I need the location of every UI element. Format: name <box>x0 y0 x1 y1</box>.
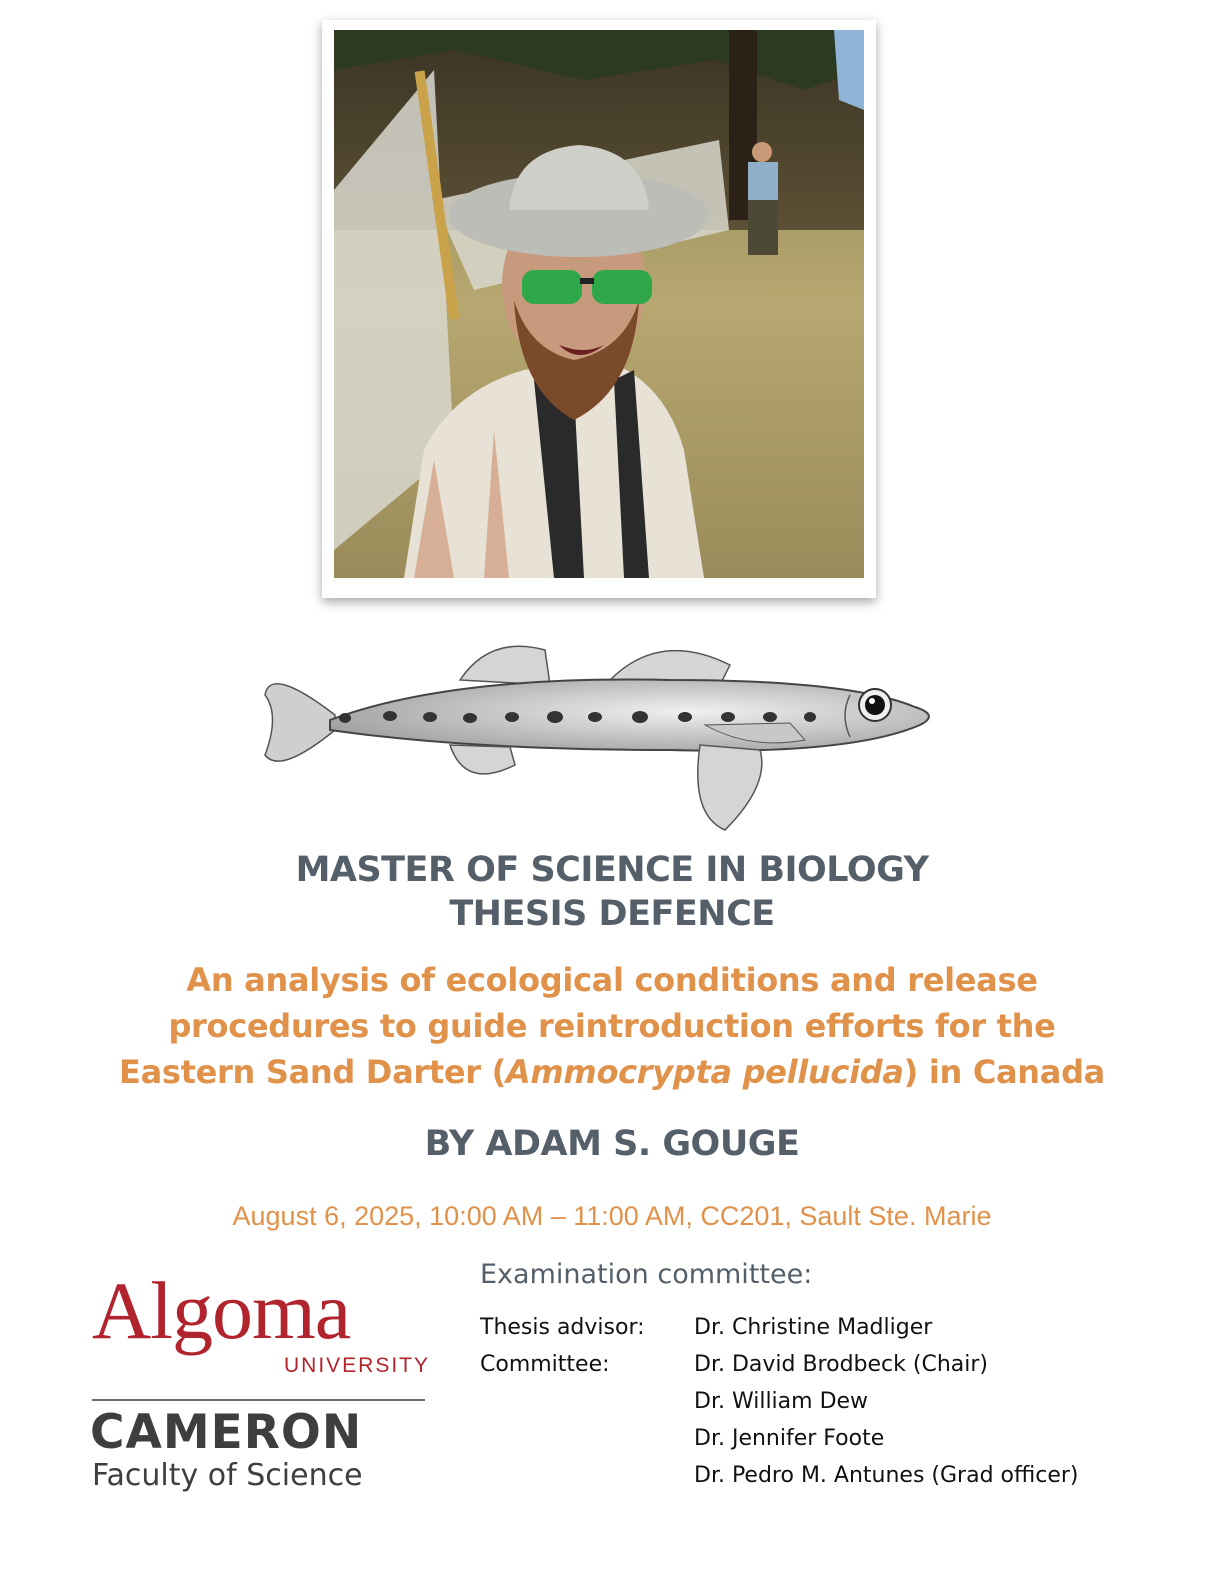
title-line-1: An analysis of ecological conditions and release <box>186 961 1038 999</box>
thesis-title <box>0 957 1224 1095</box>
faculty-of-science-label: Faculty of Science <box>92 1458 363 1493</box>
committee-heading: Examination committee: <box>480 1259 813 1290</box>
committee-member: Dr. Christine Madliger <box>694 1315 933 1340</box>
title-line-3-suffix: ) in Canada <box>903 1053 1105 1091</box>
algoma-wordmark: Algoma <box>92 1265 351 1356</box>
author-name: BY ADAM S. GOUGE <box>424 1124 800 1164</box>
committee-role: Committee: <box>480 1352 610 1377</box>
title-line-3 <box>0 1049 1224 1095</box>
logo-divider <box>92 1399 425 1401</box>
committee-member: Dr. Jennifer Foote <box>694 1426 885 1451</box>
title-line-2: procedures to guide reintroduction efforts for the <box>168 1007 1056 1045</box>
degree-line-1: MASTER OF SCIENCE IN BIOLOGY <box>295 850 929 890</box>
degree-heading <box>0 848 1224 936</box>
title-line-3-prefix: Eastern Sand Darter ( <box>119 1053 506 1091</box>
sand-darter-illustration <box>250 625 950 845</box>
species-name: Ammocrypta pellucida <box>505 1053 904 1091</box>
algoma-university-label: UNIVERSITY <box>284 1354 431 1377</box>
degree-line-2: THESIS DEFENCE <box>449 894 775 934</box>
cameron-wordmark: CAMERON <box>90 1405 363 1460</box>
event-details: August 6, 2025, 10:00 AM – 11:00 AM, CC201, Sault Ste. Marie <box>232 1201 992 1231</box>
committee-member: Dr. Pedro M. Antunes (Grad officer) <box>694 1463 1079 1488</box>
committee-member: Dr. David Brodbeck (Chair) <box>694 1352 988 1377</box>
committee-member: Dr. William Dew <box>694 1389 869 1414</box>
photo-frame <box>322 20 876 598</box>
researcher-photo <box>334 30 864 578</box>
algoma-university-logo <box>90 1265 431 1377</box>
committee-role: Thesis advisor: <box>480 1315 645 1340</box>
